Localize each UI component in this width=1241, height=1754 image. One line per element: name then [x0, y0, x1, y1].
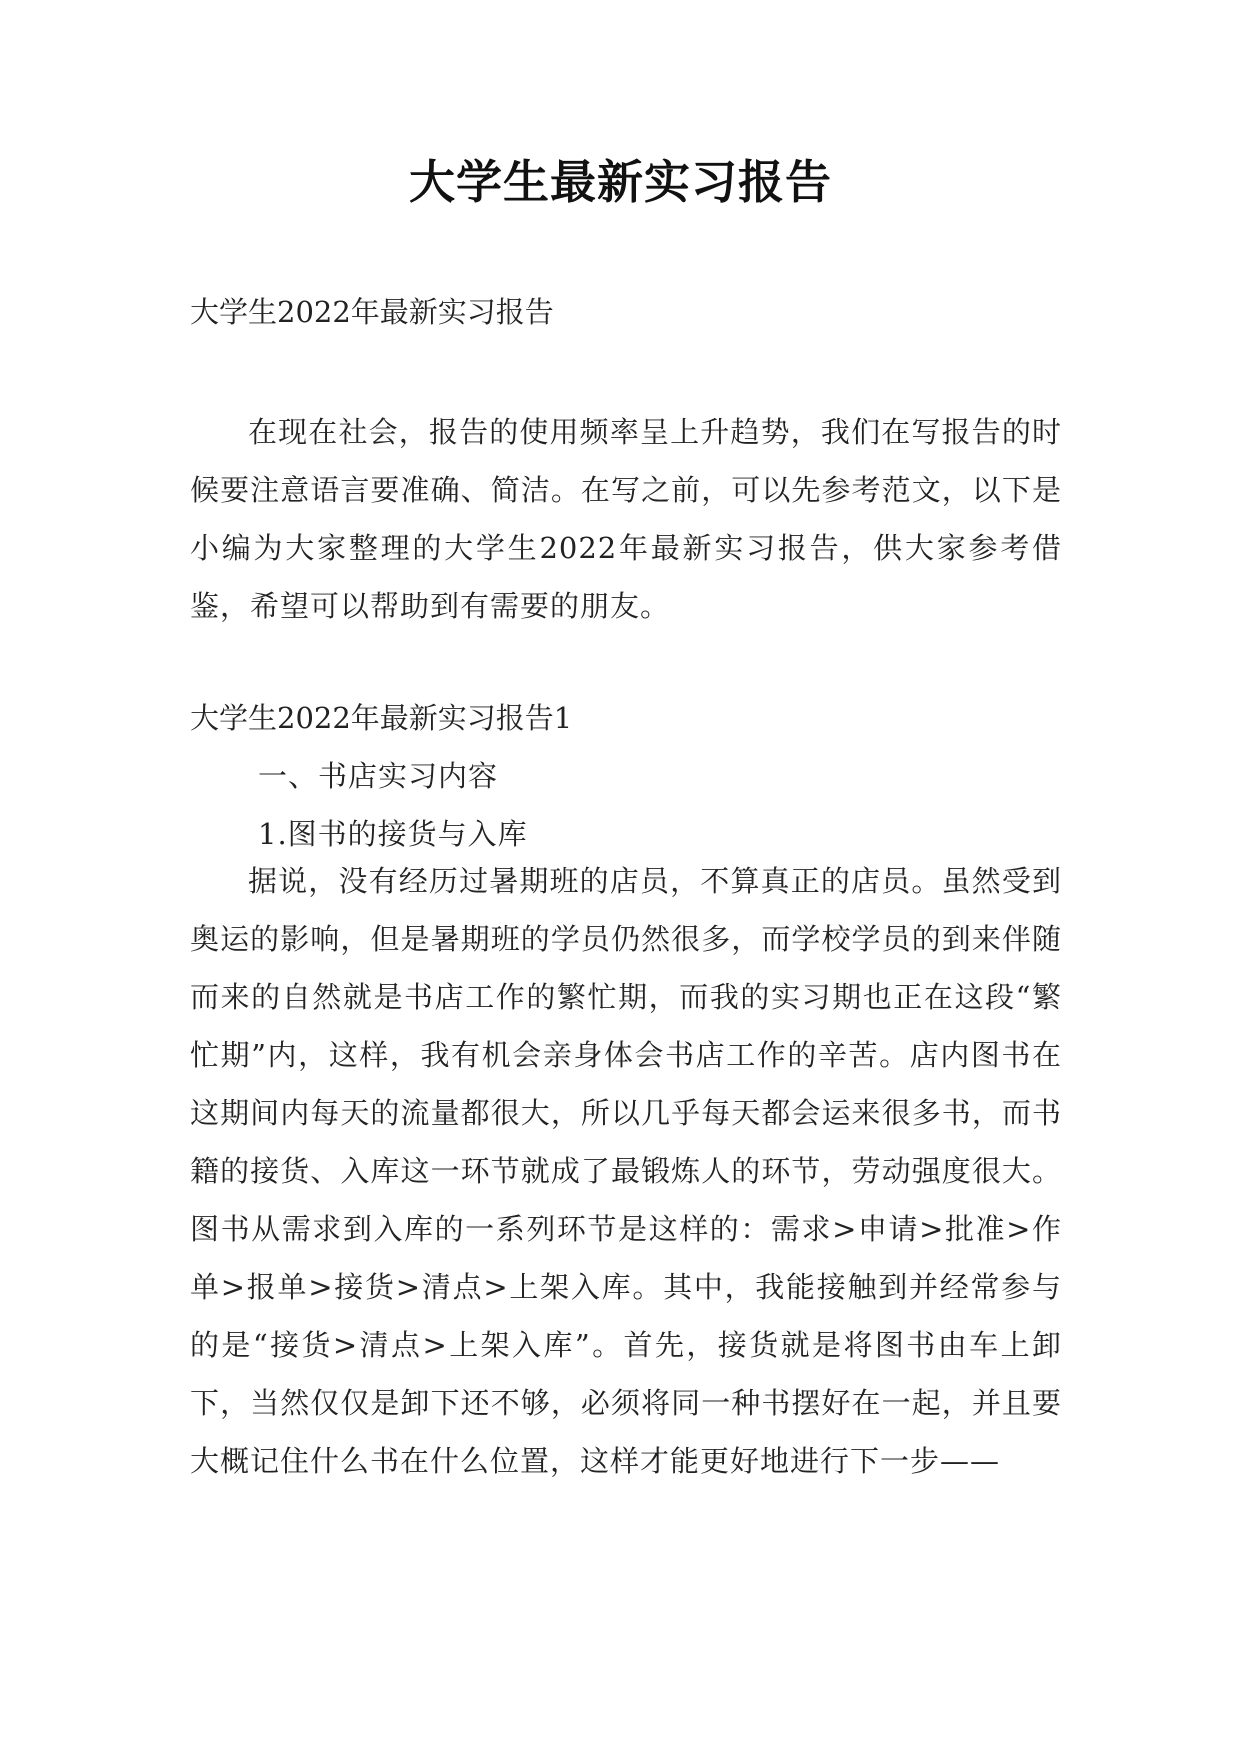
document-subtitle: 大学生2022年最新实习报告	[190, 295, 554, 329]
section-title: 大学生2022年最新实习报告1	[190, 701, 573, 735]
body-paragraph: 据说，没有经历过暑期班的店员，不算真正的店员。虽然受到奥运的影响，但是暑期班的学员仍然很多，而学校学员的到来伴随而来的自然就是书店工作的繁忙期，而我的实习期也正在这段“繁忙期”内，这样，我有机会亲身体会书店工作的辛苦。店内图书在这期间内每天的流量都很大，所以几乎每天都会运来很多书，而书籍的接货、入库这一环节就成了最锻炼人的环节，劳动强度很大。图书从需求到入库的一系列环节是这样的：需求>申请>批准>作单>报单>接货>清点>上架入库。其中，我能接触到并经常参与的是“接货>清点>上架入库”。首先，接货就是将图书由车上卸下，当然仅仅是卸下还不够，必须将同一种书摆好在一起，并且要大概记住什么书在什么位置，这样才能更好地进行下一步——	[190, 864, 1062, 1478]
intro-paragraph: 在现在社会，报告的使用频率呈上升趋势，我们在写报告的时候要注意语言要准确、简洁。在写之前，可以先参考范文，以下是小编为大家整理的大学生2022年最新实习报告，供大家参考借鉴，希望可以帮助到有需要的朋友。	[190, 415, 1062, 623]
document-title: 大学生最新实习报告	[409, 155, 832, 209]
heading-level-2: 1.图书的接货与入库	[258, 817, 528, 851]
heading-level-1: 一、书店实习内容	[258, 759, 499, 793]
